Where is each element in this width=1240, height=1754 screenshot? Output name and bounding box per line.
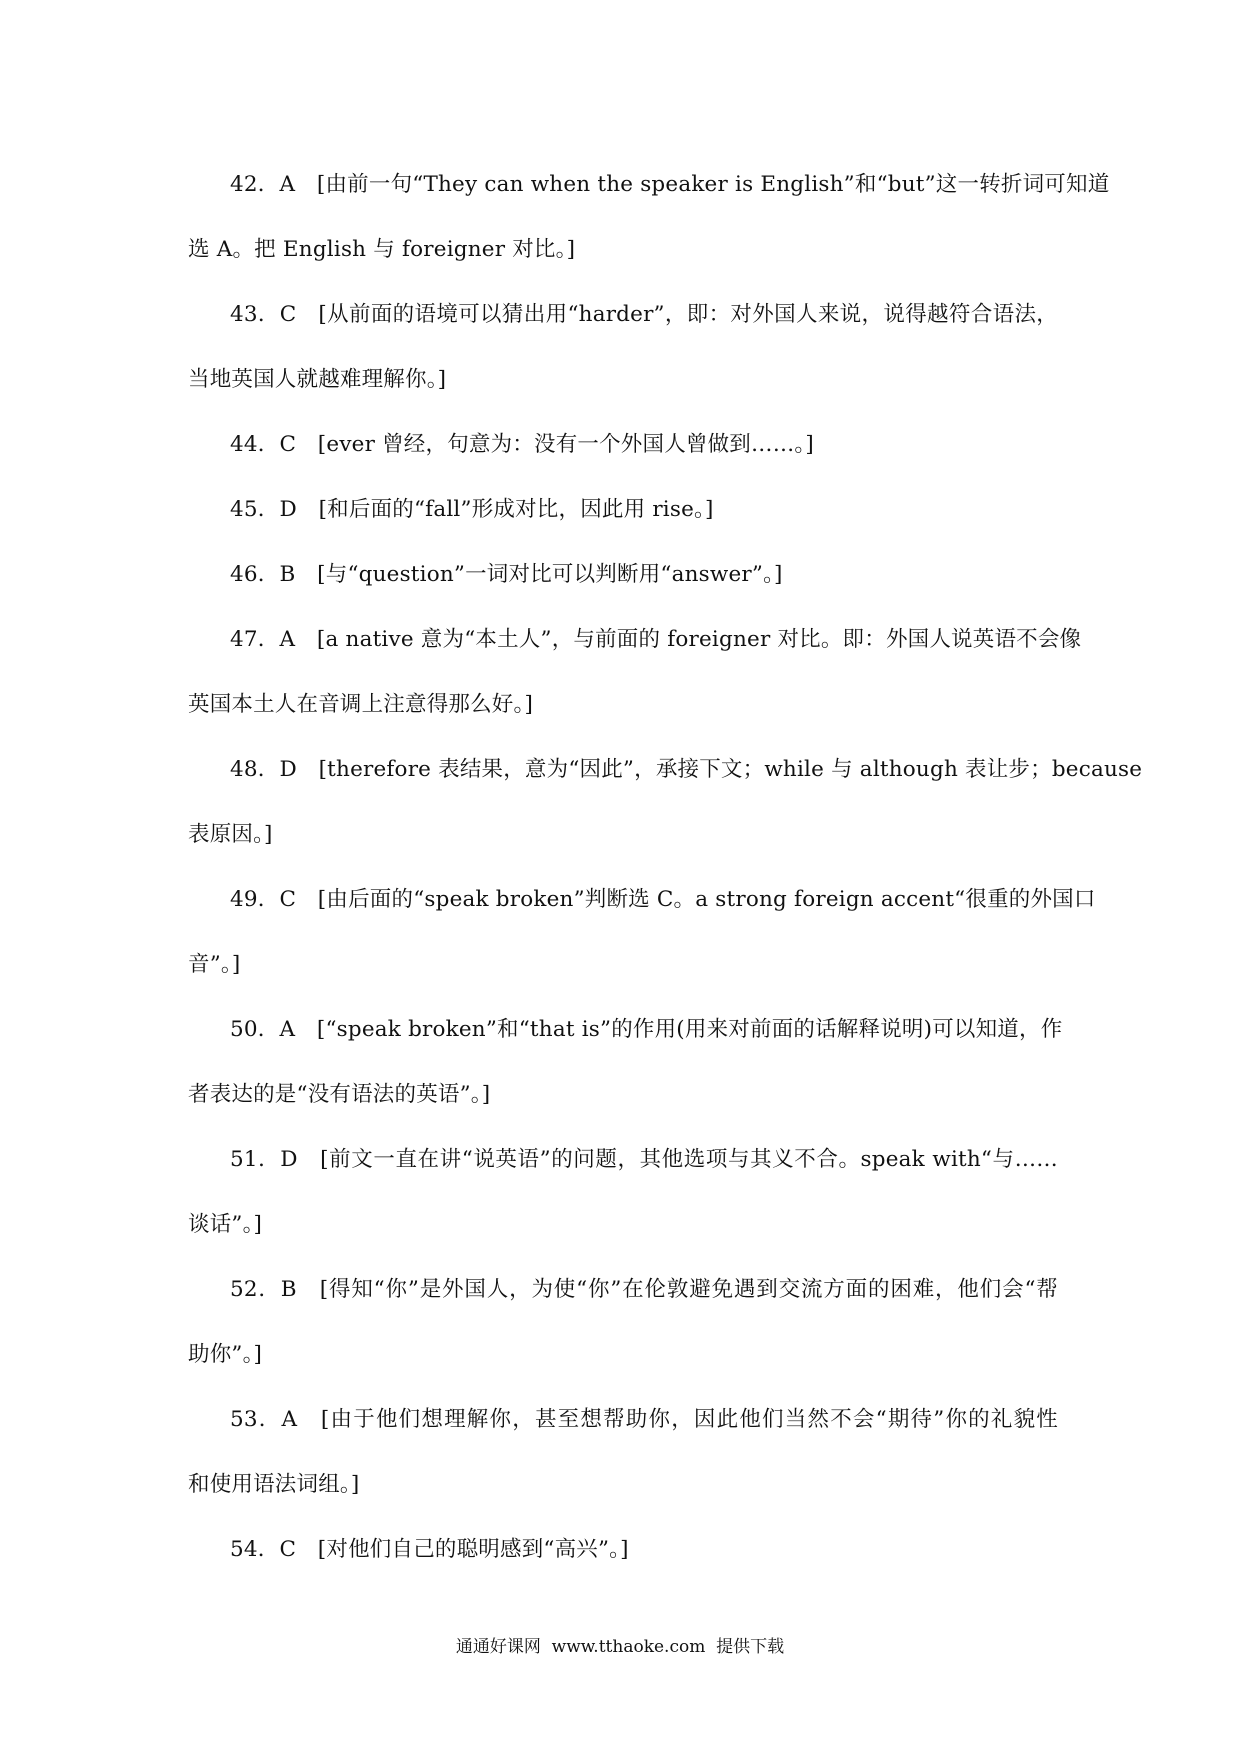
answer-48-line-1: 48．D [therefore 表结果，意为“因此”，承接下文；while 与 although 表让步；because (230, 757, 1143, 782)
page-footer: 通通好课网 www.tthaoke.com 提供下载 (455, 1637, 785, 1657)
answer-52-line-2: 助你”。] (188, 1342, 263, 1367)
answer-48-line-2: 表原因。] (188, 822, 273, 847)
answer-50-line-1: 50．A [“speak broken”和“that is”的作用(用来对前面的话解释说明)可以知道，作 (230, 1017, 1063, 1042)
answer-49-line-2: 音”。] (188, 952, 241, 977)
answer-43-line-1: 43．C [从前面的语境可以猜出用“harder”，即：对外国人来说，说得越符合语法， (230, 302, 1058, 327)
answer-44: 44．C [ever 曾经，句意为：没有一个外国人曾做到……。] (230, 432, 814, 457)
answer-52-line-1: 52．B [得知“你”是外国人，为使“你”在伦敦避免遇到交流方面的困难，他们会“帮 (230, 1277, 1058, 1302)
answer-54: 54．C [对他们自己的聪明感到“高兴”。] (230, 1537, 629, 1562)
answer-47-line-1: 47．A [a native 意为“本土人”，与前面的 foreigner 对比。即：外国人说英语不会像 (230, 627, 1082, 652)
answer-45: 45．D [和后面的“fall”形成对比，因此用 rise。] (230, 497, 714, 522)
answer-51-line-2: 谈话”。] (188, 1212, 263, 1237)
answer-46: 46．B [与“question”一词对比可以判断用“answer”。] (230, 562, 783, 587)
answer-50-line-2: 者表达的是“没有语法的英语”。] (188, 1082, 491, 1107)
answer-42-line-1: 42．A [由前一句“They can when the speaker is English”和“but”这一转折词可知道 (230, 172, 1110, 197)
answer-47-line-2: 英国本土人在音调上注意得那么好。] (188, 692, 534, 717)
answer-53-line-2: 和使用语法词组。] (188, 1472, 360, 1497)
answer-49-line-1: 49．C [由后面的“speak broken”判断选 C。a strong foreign accent“很重的外国口 (230, 887, 1096, 912)
answer-51-line-1: 51．D [前文一直在讲“说英语”的问题，其他选项与其义不合。speak with“与…… (230, 1147, 1058, 1172)
answer-42-line-2: 选 A。把 English 与 foreigner 对比。] (188, 237, 576, 262)
answer-43-line-2: 当地英国人就越难理解你。] (188, 367, 447, 392)
answer-53-line-1: 53．A [由于他们想理解你，甚至想帮助你，因此他们当然不会“期待”你的礼貌性 (230, 1407, 1058, 1432)
